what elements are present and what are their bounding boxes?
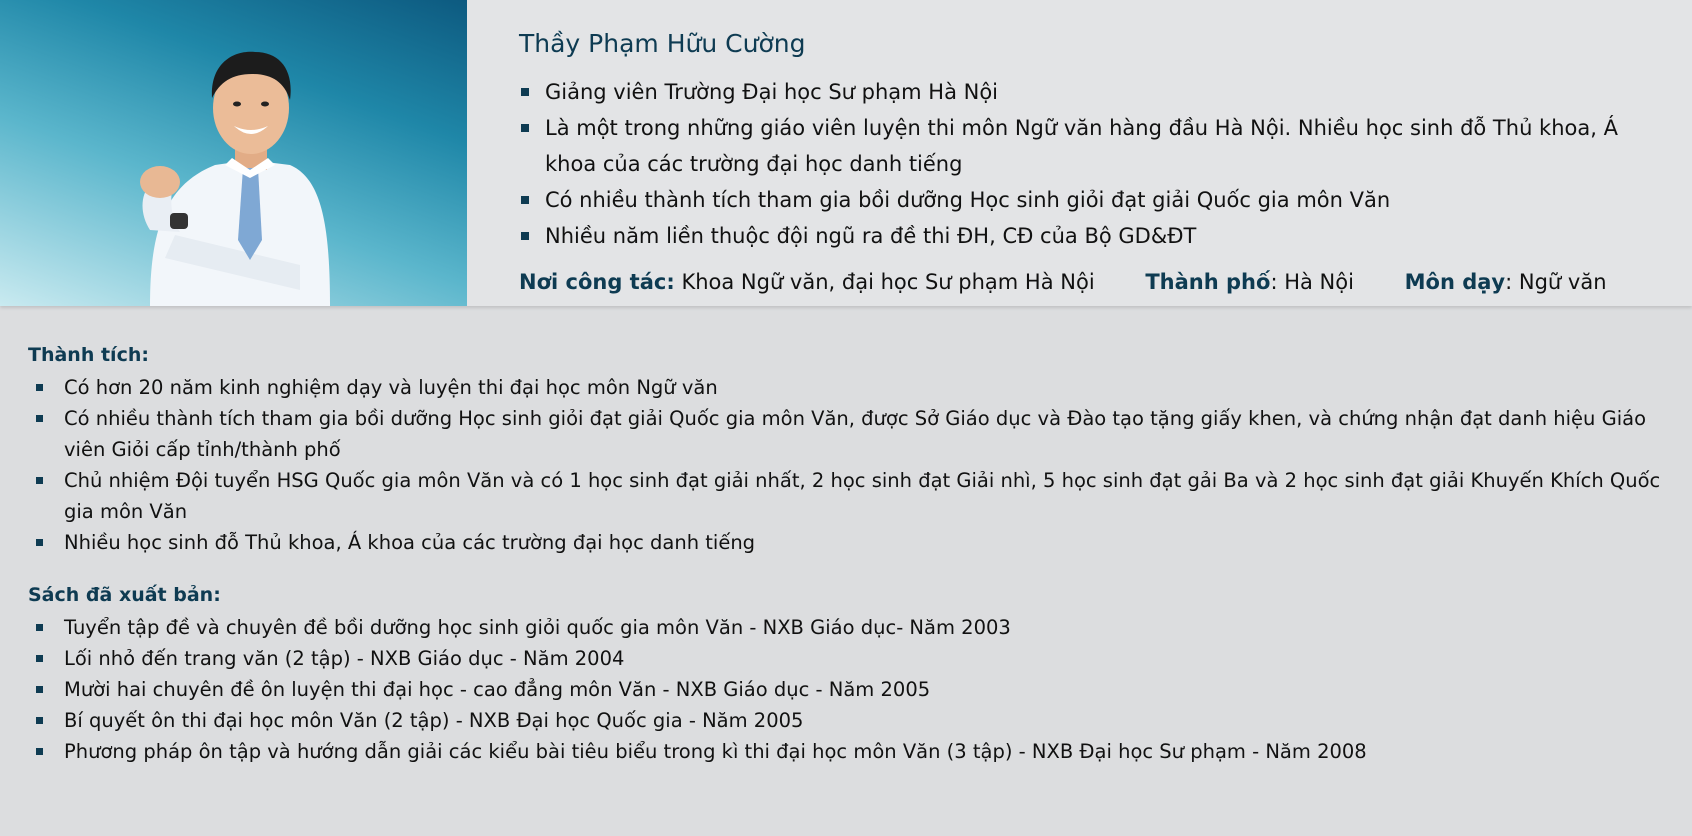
profile-header [0, 0, 1692, 306]
workplace-info [519, 264, 1095, 300]
details-section [28, 338, 1678, 767]
list-item: Có hơn 20 năm kinh nghiệm dạy và luyện thi đại học môn Ngữ văn [28, 372, 1678, 403]
city-value: Hà Nội [1284, 270, 1354, 294]
subject-value: Ngữ văn [1518, 270, 1607, 294]
list-item: Tuyển tập đề và chuyên đề bồi dưỡng học sinh giỏi quốc gia môn Văn - NXB Giáo dục- Năm 2003 [28, 612, 1678, 643]
list-item: Bí quyết ôn thi đại học môn Văn (2 tập) - NXB Đại học Quốc gia - Năm 2005 [28, 705, 1678, 736]
books-title: Sách đã xuất bản: [28, 584, 221, 606]
profile-meta [519, 264, 1669, 300]
workplace-label: Nơi công tác [519, 270, 667, 294]
list-item: Nhiều học sinh đỗ Thủ khoa, Á khoa của các trường đại học danh tiếng [28, 527, 1678, 558]
list-item: Chủ nhiệm Đội tuyển HSG Quốc gia môn Văn và có 1 học sinh đạt giải nhất, 2 học sinh đạt Giải nhì, 5 học sinh đạt gải Ba và 2 học sinh đạt giải Khuyến Khích Quốc gia môn Văn [28, 465, 1678, 527]
profile-bullet-list [519, 74, 1669, 254]
achievements-title: Thành tích: [28, 344, 149, 366]
list-item: Lối nhỏ đến trang văn (2 tập) - NXB Giáo dục - Năm 2004 [28, 643, 1678, 674]
label-colon: : [666, 270, 675, 294]
subject-label: Môn dạy [1404, 270, 1506, 294]
section-gap [28, 558, 1678, 578]
subject-info: Môn dạy: Ngữ văn [1404, 270, 1607, 294]
city-label: Thành phố [1145, 270, 1271, 294]
list-item: Giảng viên Trường Đại học Sư phạm Hà Nội [519, 74, 1669, 110]
teacher-photo [0, 0, 467, 306]
list-item: Là một trong những giáo viên luyện thi môn Ngữ văn hàng đầu Hà Nội. Nhiều học sinh đỗ Thủ khoa, Á khoa của các trường đại học danh tiếng [519, 110, 1669, 182]
list-item: Mười hai chuyên đề ôn luyện thi đại học - cao đẳng môn Văn - NXB Giáo dục - Năm 2005 [28, 674, 1678, 705]
list-item: Có nhiều thành tích tham gia bồi dưỡng Học sinh giỏi đạt giải Quốc gia môn Văn [519, 182, 1669, 218]
achievements-list [28, 372, 1678, 558]
list-item: Có nhiều thành tích tham gia bồi dưỡng Học sinh giỏi đạt giải Quốc gia môn Văn, được Sở Giáo dục và Đào tạo tặng giấy khen, và chứng nhận đạt danh hiệu Giáo viên Giỏi cấp tỉnh/thành phố [28, 403, 1678, 465]
profile-summary [519, 24, 1669, 300]
city-info: Thành phố: Hà Nội [1145, 270, 1354, 294]
list-item: Phương pháp ôn tập và hướng dẫn giải các kiểu bài tiêu biểu trong kì thi đại học môn Văn (3 tập) - NXB Đại học Sư phạm - Năm 2008 [28, 736, 1678, 767]
list-item: Nhiều năm liền thuộc đội ngũ ra đề thi ĐH, CĐ của Bộ GD&ĐT [519, 218, 1669, 254]
teacher-name: Thầy Phạm Hữu Cường [519, 29, 806, 58]
workplace-value: Khoa Ngữ văn, đại học Sư phạm Hà Nội [681, 270, 1095, 294]
books-list [28, 612, 1678, 767]
